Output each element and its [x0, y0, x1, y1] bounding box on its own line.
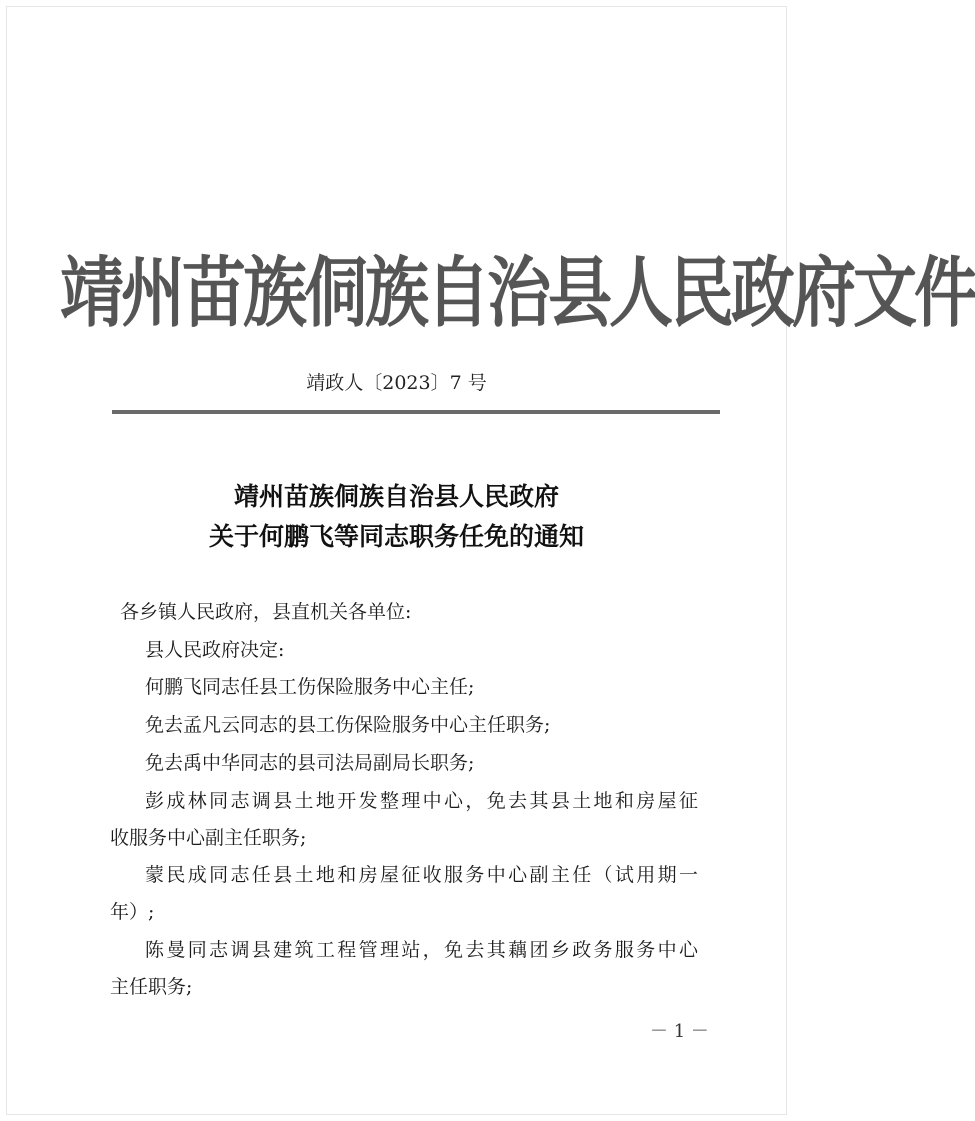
document-number: 靖政人〔2023〕7 号 — [306, 372, 487, 394]
document-masthead: 靖州苗族侗族自治县人民政府文件 — [60, 248, 975, 339]
body-line: 彭成林同志调县土地开发整理中心，免去其县土地和房屋征 — [145, 790, 698, 812]
notice-title-line-2: 关于何鹏飞等同志职务任免的通知 — [208, 522, 584, 551]
body-line: 年）; — [110, 901, 155, 923]
addressee: 各乡镇人民政府，县直机关各单位: — [120, 601, 412, 623]
header-divider — [112, 410, 720, 414]
body-line: 县人民政府决定: — [145, 639, 285, 661]
body-line: 免去孟凡云同志的县工伤保险服务中心主任职务; — [145, 714, 551, 736]
page-number: － 1 － — [650, 1021, 709, 1042]
body-line: 收服务中心副主任职务; — [110, 827, 307, 849]
body-line: 蒙民成同志任县土地和房屋征收服务中心副主任（试用期一 — [145, 864, 698, 886]
body-line: 何鹏飞同志任县工伤保险服务中心主任; — [145, 676, 475, 698]
body-line: 免去禹中华同志的县司法局副局长职务; — [145, 752, 475, 774]
body-line: 陈曼同志调县建筑工程管理站，免去其藕团乡政务服务中心 — [145, 939, 698, 961]
notice-title-line-1: 靖州苗族侗族自治县人民政府 — [233, 482, 559, 511]
body-line: 主任职务; — [110, 976, 193, 998]
